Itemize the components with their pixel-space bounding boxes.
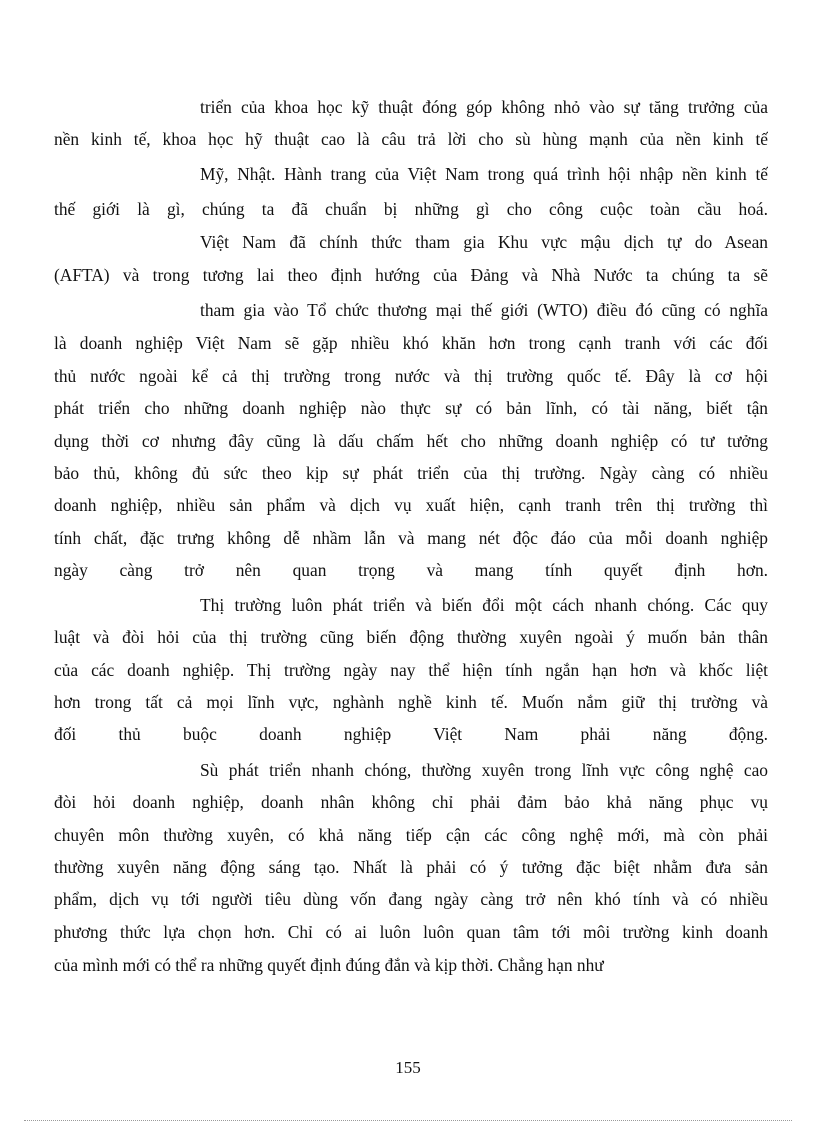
text-line-19: hơn trong tất cả mọi lĩnh vực, nghành nghề kinh tế. Muốn nắm giữ thị trường và [54, 692, 768, 712]
text-line-5: Việt Nam đã chính thức tham gia Khu vực mậu dịch tự do Asean [200, 232, 768, 252]
text-line-21: Sù phát triển nhanh chóng, thường xuyên trong lĩnh vực công nghệ cao [200, 760, 768, 780]
text-line-15: ngày càng trở nên quan trọng và mang tính quyết định hơn. [54, 560, 768, 580]
page-number: 155 [395, 1058, 421, 1077]
text-line-7: tham gia vào Tổ chức thương mại thế giới (WTO) điều đó cũng có nghĩa [200, 300, 768, 320]
text-line-14: tính chất, đặc trưng không dễ nhầm lẫn và mang nét độc đáo của mỗi doanh nghiệp [54, 528, 768, 548]
text-line-4: thế giới là gì, chúng ta đã chuẩn bị những gì cho công cuộc toàn cầu hoá. [54, 199, 768, 219]
page-bottom-divider [24, 1120, 792, 1121]
text-line-25: phẩm, dịch vụ tới người tiêu dùng vốn đang ngày càng trở nên khó tính và có nhiều [54, 889, 768, 909]
text-line-13: doanh nghiệp, nhiều sản phẩm và dịch vụ xuất hiện, cạnh tranh trên thị trường thì [54, 495, 768, 515]
text-line-9: thủ nước ngoài kể cả thị trường trong nước và thị trường quốc tế. Đây là cơ hội [54, 366, 768, 386]
text-line-18: của các doanh nghiệp. Thị trường ngày nay thể hiện tính ngắn hạn hơn và khốc liệt [54, 660, 768, 680]
text-line-2: nền kinh tế, khoa học hỹ thuật cao là câu trả lời cho sù hùng mạnh của nền kinh tế [54, 129, 768, 149]
text-line-16: Thị trường luôn phát triển và biến đổi một cách nhanh chóng. Các quy [200, 595, 768, 615]
text-line-6: (AFTA) và trong tương lai theo định hướng của Đảng và Nhà Nước ta chúng ta sẽ [54, 265, 768, 285]
text-line-12: bảo thủ, không đủ sức theo kịp sự phát triển của thị trường. Ngày càng có nhiều [54, 463, 768, 483]
text-line-17: luật và đòi hỏi của thị trường cũng biến động thường xuyên ngoài ý muốn bản thân [54, 627, 768, 647]
text-line-26: phương thức lựa chọn hơn. Chỉ có ai luôn luôn quan tâm tới môi trường kinh doanh [54, 922, 768, 942]
text-line-24: thường xuyên năng động sáng tạo. Nhất là phải có ý tưởng đặc biệt nhằm đưa sản [54, 857, 768, 877]
text-line-20: đối thủ buộc doanh nghiệp Việt Nam phải năng động. [54, 724, 768, 744]
text-line-27: của mình mới có thể ra những quyết định đúng đắn và kịp thời. Chẳng hạn như [54, 955, 604, 975]
text-line-3: Mỹ, Nhật. Hành trang của Việt Nam trong quá trình hội nhập nền kinh tế [200, 164, 768, 184]
text-line-8: là doanh nghiệp Việt Nam sẽ gặp nhiều khó khăn hơn trong cạnh tranh với các đối [54, 333, 768, 353]
text-line-11: dụng thời cơ nhưng đây cũng là dấu chấm hết cho những doanh nghiệp có tư tưởng [54, 431, 768, 451]
text-line-1: triển của khoa học kỹ thuật đóng góp không nhỏ vào sự tăng trưởng của [200, 97, 768, 117]
text-line-22: đòi hỏi doanh nghiệp, doanh nhân không chỉ phải đảm bảo khả năng phục vụ [54, 792, 768, 812]
text-line-23: chuyên môn thường xuyên, có khả năng tiếp cận các công nghệ mới, mà còn phải [54, 825, 768, 845]
text-line-10: phát triển cho những doanh nghiệp nào thực sự có bản lĩnh, có tài năng, biết tận [54, 398, 768, 418]
